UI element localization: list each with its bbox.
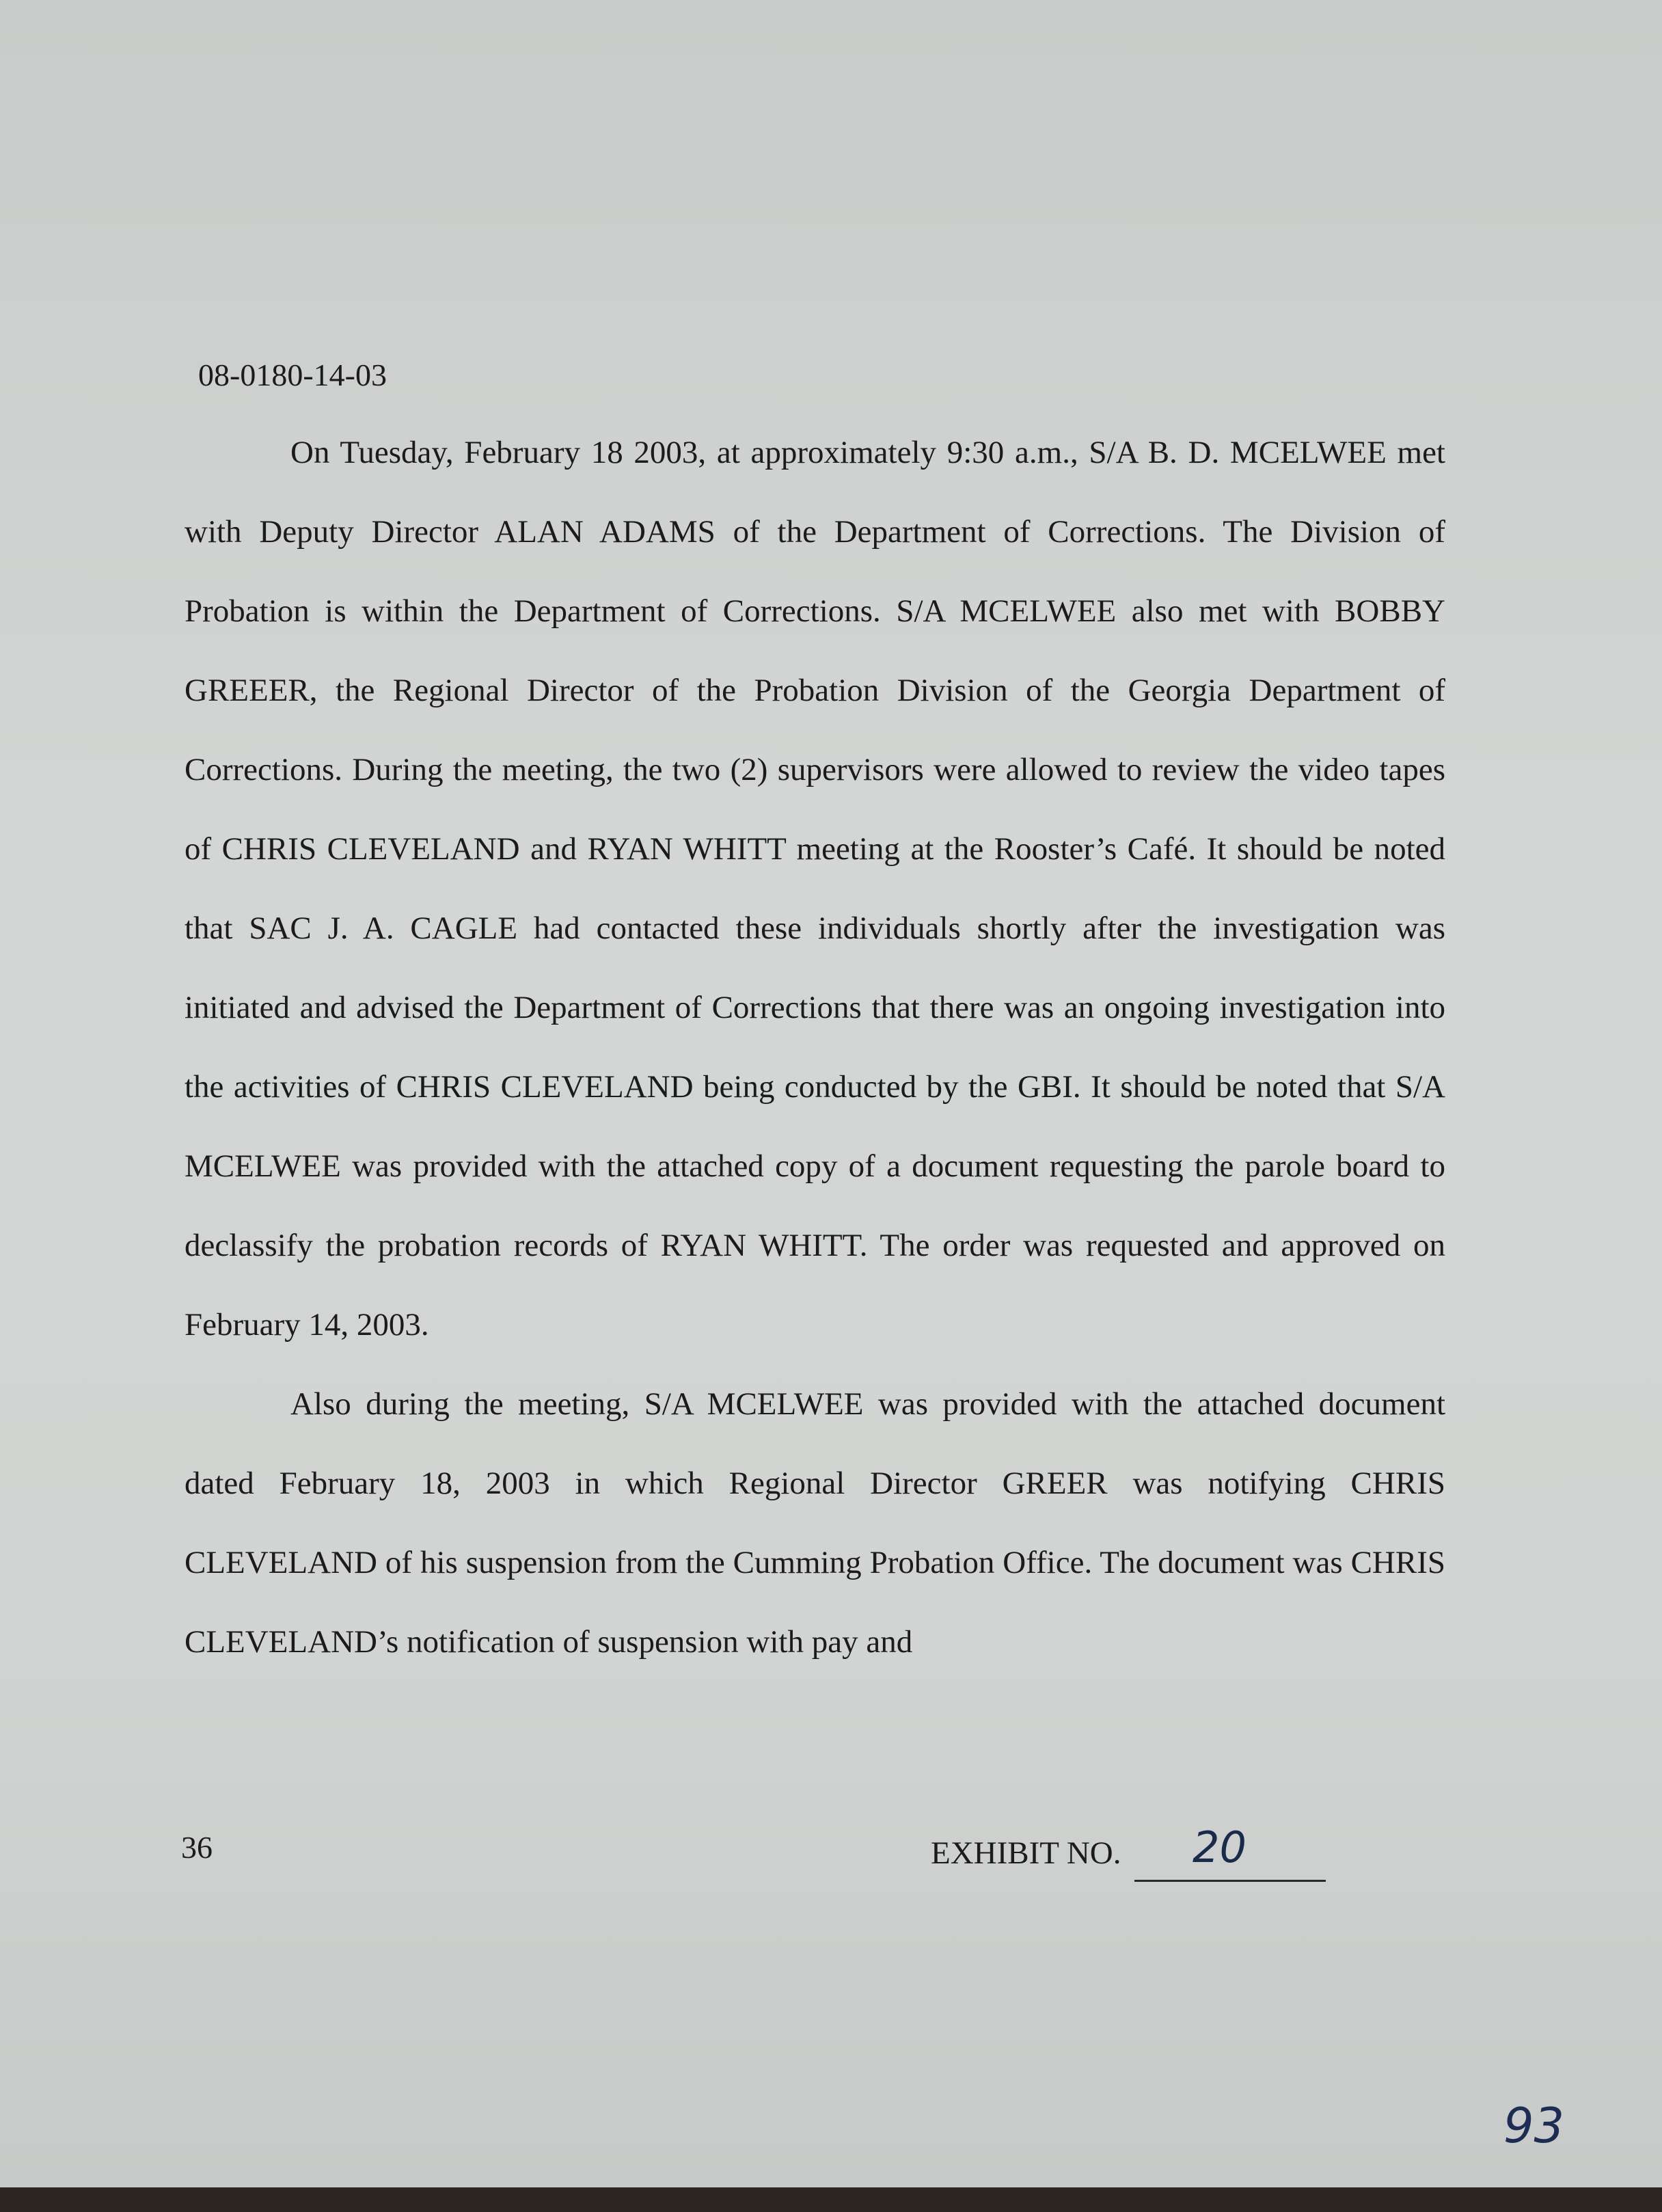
paragraph-1: On Tuesday, February 18 2003, at approximately 9:30 a.m., S/A B. D. MCELWEE met with Deputy Director ALAN ADAMS of the Department of Corrections. The Division of Probation is within the Department of Corrections. S/A MCELWEE also met with BOBBY GREEER, the Regional Director of the Probation Division of the Georgia Department of Corrections. During the meeting, the two (2) supervisors were allowed to review the video tapes of CHRIS CLEVELAND and RYAN WHITT meeting at the Rooster’s Café. It should be noted that SAC J. A. CAGLE had contacted these individuals shortly after the investigation was initiated and advised the Department of Corrections that there was an ongoing investigation into the activities of CHRIS CLEVELAND being conducted by the GBI. It should be noted that S/A MCELWEE was provided with the attached copy of a document requesting the parole board to declassify the probation records of RYAN WHITT. The order was requested and approved on February 14, 2003. xyxy=(185,435,1445,1343)
exhibit-underline xyxy=(1134,1880,1326,1882)
page-number: 36 xyxy=(181,1830,213,1865)
exhibit-label: EXHIBIT NO. xyxy=(931,1835,1121,1871)
exhibit-number-handwritten: 20 xyxy=(1193,1822,1246,1872)
body-text xyxy=(185,413,1445,1682)
file-number: 08-0180-14-03 xyxy=(198,358,387,392)
page-bottom-edge xyxy=(0,2187,1662,2212)
handwritten-page-number: 93 xyxy=(1503,2098,1565,2154)
paragraph-2: Also during the meeting, S/A MCELWEE was provided with the attached document dated February 18, 2003 in which Regional Director GREER was notifying CHRIS CLEVELAND of his suspension from the Cumming Probation Office. The document was CHRIS CLEVELAND’s notification of suspension with pay and xyxy=(185,1386,1445,1660)
